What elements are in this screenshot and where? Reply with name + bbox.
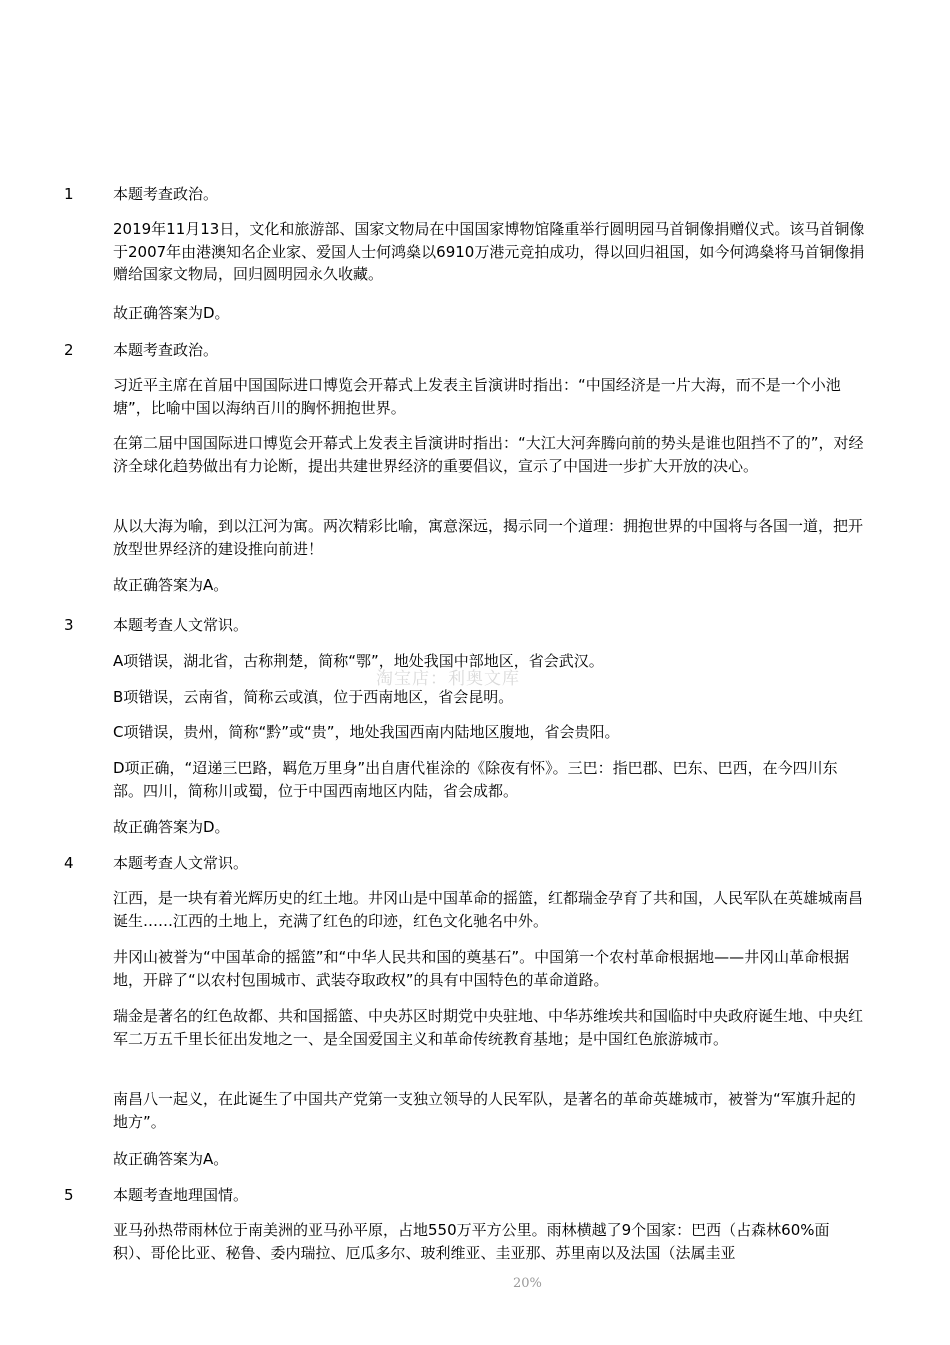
answer-line: 故正确答案为D。: [113, 818, 230, 836]
question-number: 5: [64, 1186, 74, 1204]
question-number: 3: [64, 616, 74, 634]
paragraph: 瑞金是著名的红色故都、共和国摇篮、中央苏区时期党中央驻地、中华苏维埃共和国临时中央政府诞生地、中央红军二万五千里长征出发地之一、是全国爱国主义和革命传统教育基地；是中国红色旅游城市。: [113, 1007, 864, 1048]
paragraph: 从以大海为喻，到以江河为寓。两次精彩比喻，寓意深远，揭示同一个道理：拥抱世界的中国将与各国一道，把开放型世界经济的建设推向前进！: [113, 517, 864, 558]
answer-line: 故正确答案为A。: [113, 576, 229, 594]
answer-line: 故正确答案为D。: [113, 304, 230, 322]
option-d-explanation: D项正确，“迢递三巴路，羁危万里身”出自唐代崔涂的《除夜有怀》。三巴：指巴郡、巴东、巴西，在今四川东部。四川，简称川或蜀，位于中国西南地区内陆，省会成都。: [113, 759, 838, 800]
paragraph: 井冈山被誉为“中国革命的摇篮”和“中华人民共和国的奠基石”。中国第一个农村革命根据地——井冈山革命根据地，开辟了“以农村包围城市、武装夺取政权”的具有中国特色的革命道路。: [113, 948, 850, 989]
paragraph: 江西，是一块有着光辉历史的红土地。井冈山是中国革命的摇篮，红都瑞金孕育了共和国，人民军队在英雄城南昌诞生……江西的土地上，充满了红色的印迹，红色文化驰名中外。: [113, 889, 864, 930]
paragraph: 2019年11月13日，文化和旅游部、国家文物局在中国国家博物馆隆重举行圆明园马首铜像捐赠仪式。该马首铜像于2007年由港澳知名企业家、爱国人士何鸿燊以6910万港元竞拍成功，得以回归祖国，如今何鸿燊将马首铜像捐赠给国家文物局，回归圆明园永久收藏。: [113, 220, 865, 283]
question-title: 本题考查政治。: [113, 185, 219, 203]
paragraph: 亚马孙热带雨林位于南美洲的亚马孙平原，占地550万平方公里。雨林横越了9个国家：巴西（占森林60%面积）、哥伦比亚、秘鲁、委内瑞拉、厄瓜多尔、玻利维亚、圭亚那、苏里南以及法国（法属圭亚: [113, 1221, 830, 1262]
paragraph: 习近平主席在首届中国国际进口博览会开幕式上发表主旨演讲时指出：“中国经济是一片大海，而不是一个小池塘”，比喻中国以海纳百川的胸怀拥抱世界。: [113, 376, 841, 417]
answer-line: 故正确答案为A。: [113, 1150, 229, 1168]
option-c-explanation: C项错误，贵州，简称“黔”或“贵”，地处我国西南内陆地区腹地，省会贵阳。: [113, 723, 620, 741]
option-a-explanation: A项错误，湖北省，古称荆楚，简称“鄂”，地处我国中部地区，省会武汉。: [113, 652, 604, 670]
question-number: 2: [64, 341, 74, 359]
option-b-explanation: B项错误，云南省，简称云或滇，位于西南地区，省会昆明。: [113, 688, 514, 706]
question-number: 1: [64, 185, 74, 203]
page-progress-percent: 20%: [513, 1276, 542, 1291]
watermark-text: 淘宝店：利奥文库: [376, 669, 520, 689]
question-title: 本题考查地理国情。: [113, 1186, 249, 1204]
question-title: 本题考查人文常识。: [113, 854, 249, 872]
paragraph: 在第二届中国国际进口博览会开幕式上发表主旨演讲时指出：“大江大河奔腾向前的势头是谁也阻挡不了的”，对经济全球化趋势做出有力论断，提出共建世界经济的重要倡议，宣示了中国进一步扩大开放的决心。: [113, 434, 864, 475]
question-title: 本题考查政治。: [113, 341, 219, 359]
question-title: 本题考查人文常识。: [113, 616, 249, 634]
paragraph: 南昌八一起义，在此诞生了中国共产党第一支独立领导的人民军队，是著名的革命英雄城市，被誉为“军旗升起的地方”。: [113, 1090, 856, 1131]
question-number: 4: [64, 854, 74, 872]
